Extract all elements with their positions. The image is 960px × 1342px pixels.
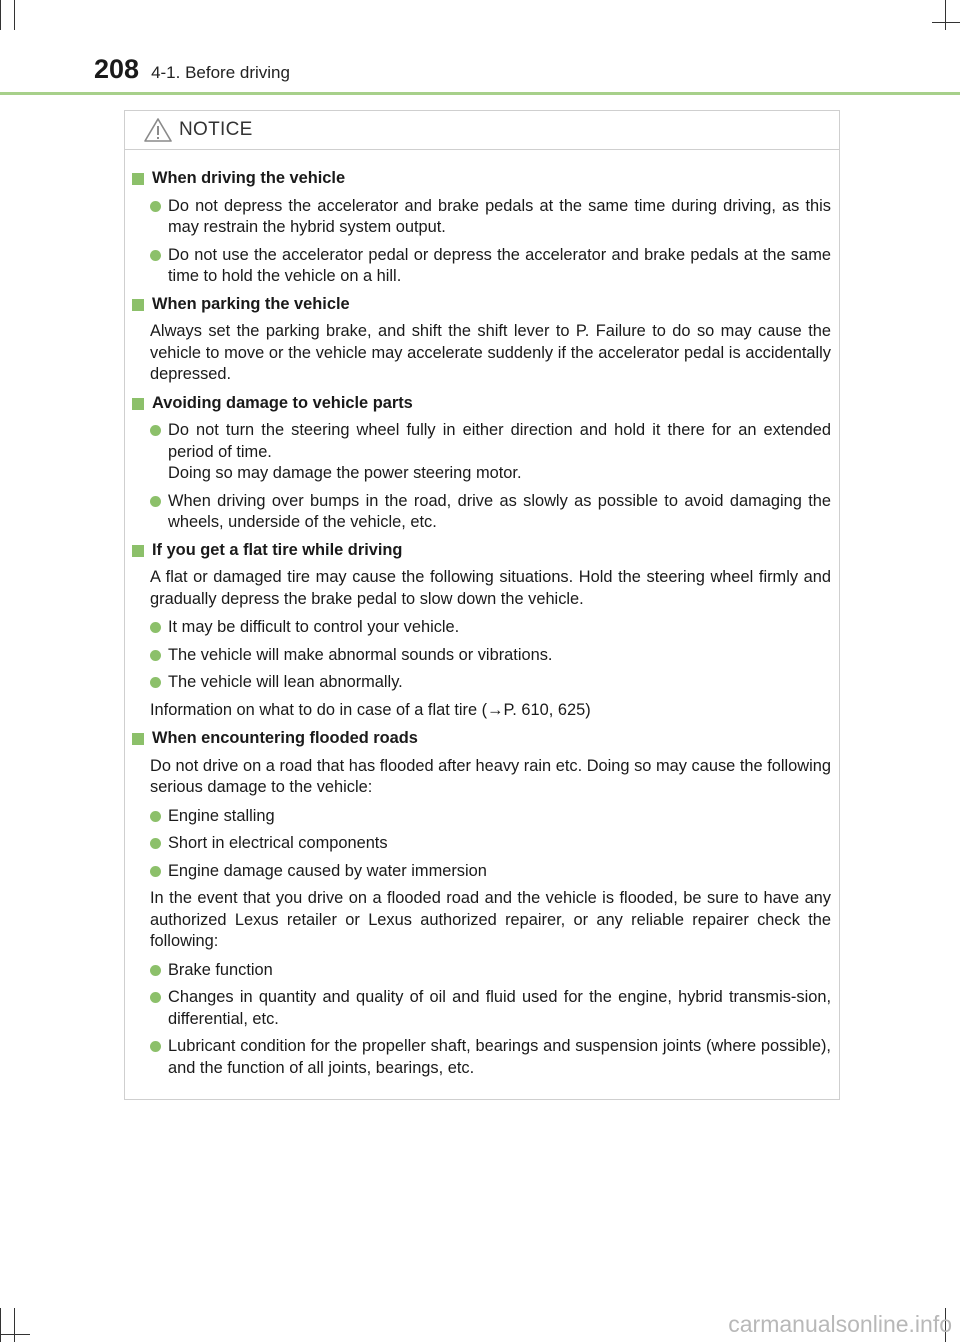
square-bullet-icon xyxy=(132,733,144,745)
list-item-text: When driving over bumps in the road, drive as slowly as possible to avoid damaging the wheels, underside of the vehicle, etc. xyxy=(168,491,831,531)
page-number: 208 xyxy=(94,54,140,84)
circle-bullet-icon xyxy=(150,1041,161,1052)
list-item-text: Do not turn the steering wheel fully in either direction and hold it there for an extended period of time. xyxy=(168,421,831,461)
paragraph: Always set the parking brake, and shift the shift lever to P. Failure to do so may cause the vehicle to move or the vehicle may accelerate suddenly if the accelerator pedal is accidentally depressed. xyxy=(150,322,831,383)
circle-bullet-icon xyxy=(150,622,161,633)
list-item xyxy=(150,196,831,239)
circle-bullet-icon xyxy=(150,838,161,849)
section-heading xyxy=(130,393,831,415)
circle-bullet-icon xyxy=(150,250,161,261)
list-item xyxy=(150,420,831,485)
list-item xyxy=(150,617,831,639)
list-item-text: Engine damage caused by water immersion xyxy=(168,861,487,880)
list-item-text: Brake function xyxy=(168,960,273,979)
notice-header xyxy=(125,111,839,150)
section-heading xyxy=(130,168,831,190)
circle-bullet-icon xyxy=(150,866,161,877)
list-item xyxy=(150,245,831,288)
notice-box xyxy=(124,110,840,1100)
list-item-text: Short in electrical components xyxy=(168,834,388,852)
crop-mark xyxy=(0,1334,30,1335)
heading-text: Avoiding damage to vehicle parts xyxy=(152,393,413,412)
section-heading xyxy=(130,294,831,316)
list-item-text: Do not depress the accelerator and brake pedals at the same time during driving, as this may restrain the hybrid system output. xyxy=(168,196,831,236)
heading-text: When parking the vehicle xyxy=(152,294,350,313)
crop-mark xyxy=(14,1308,15,1342)
list-item-text: Doing so may damage the power steering motor. xyxy=(168,464,522,482)
circle-bullet-icon xyxy=(150,496,161,507)
list-item-text: The vehicle will lean abnormally. xyxy=(168,673,403,691)
square-bullet-icon xyxy=(132,299,144,311)
list-item xyxy=(150,1036,831,1079)
section-title: 4-1. Before driving xyxy=(151,63,290,82)
notice-label: NOTICE xyxy=(179,119,253,140)
heading-text: When encountering flooded roads xyxy=(152,729,418,747)
paragraph: A flat or damaged tire may cause the following situations. Hold the steering wheel firmly and gradually depress the brake pedal to slow down the vehicle. xyxy=(150,568,831,608)
paragraph: Information on what to do in case of a flat tire (→P. 610, 625) xyxy=(150,700,591,719)
list-item xyxy=(150,861,831,883)
crop-mark xyxy=(945,0,946,30)
circle-bullet-icon xyxy=(150,965,161,976)
heading-text: If you get a flat tire while driving xyxy=(152,540,403,559)
list-item-text: The vehicle will make abnormal sounds or vibrations. xyxy=(168,645,553,664)
list-item xyxy=(150,491,831,534)
list-item-text: Engine stalling xyxy=(168,806,275,825)
circle-bullet-icon xyxy=(150,811,161,822)
list-item xyxy=(150,806,831,828)
page-header xyxy=(94,54,290,90)
circle-bullet-icon xyxy=(150,201,161,212)
list-item xyxy=(150,672,831,694)
circle-bullet-icon xyxy=(150,677,161,688)
crop-mark xyxy=(0,1308,1,1342)
paragraph: Do not drive on a road that has flooded after heavy rain etc. Doing so may cause the following serious damage to the vehicle: xyxy=(150,756,831,796)
heading-text: When driving the vehicle xyxy=(152,169,346,187)
list-item xyxy=(150,645,831,667)
circle-bullet-icon xyxy=(150,650,161,661)
crop-mark xyxy=(932,22,960,23)
list-item-text: Changes in quantity and quality of oil and fluid used for the engine, hybrid transmis-sion, differential, etc. xyxy=(168,988,831,1028)
square-bullet-icon xyxy=(132,398,144,410)
circle-bullet-icon xyxy=(150,425,161,436)
section-heading xyxy=(130,540,831,562)
section-heading xyxy=(130,728,831,750)
crop-mark xyxy=(0,0,1,30)
list-item xyxy=(150,987,831,1030)
list-item xyxy=(150,833,831,855)
notice-body xyxy=(125,150,839,1079)
watermark: carmanualsonline.info xyxy=(728,1311,952,1337)
list-item-text: Lubricant condition for the propeller shaft, bearings and suspension joints (where possible), and the function of all joints, bearings, etc. xyxy=(168,1037,831,1077)
paragraph: In the event that you drive on a flooded road and the vehicle is flooded, be sure to have any authorized Lexus retailer or Lexus authorized repairer, or any reliable repairer check the following: xyxy=(150,889,831,950)
square-bullet-icon xyxy=(132,173,144,185)
list-item xyxy=(150,960,831,982)
crop-mark xyxy=(14,0,15,30)
circle-bullet-icon xyxy=(150,992,161,1003)
square-bullet-icon xyxy=(132,545,144,557)
list-item-text: It may be difficult to control your vehicle. xyxy=(168,618,460,636)
header-rule xyxy=(0,92,960,95)
warning-triangle-icon xyxy=(143,117,173,143)
list-item-text: Do not use the accelerator pedal or depress the accelerator and brake pedals at the same time to hold the vehicle on a hill. xyxy=(168,245,831,285)
